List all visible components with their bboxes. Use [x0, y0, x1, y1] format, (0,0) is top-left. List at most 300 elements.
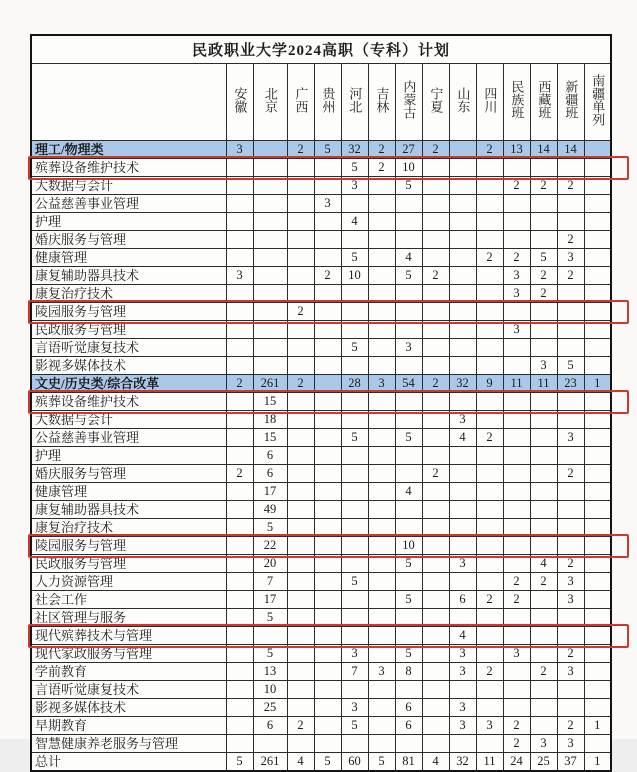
- cell: [226, 591, 253, 609]
- cell: [476, 177, 503, 195]
- cell: 5: [395, 267, 422, 285]
- cell: [368, 429, 395, 447]
- cell: [584, 555, 611, 573]
- cell: [226, 357, 253, 375]
- cell: [503, 537, 530, 555]
- cell: [368, 285, 395, 303]
- table-row: [31, 231, 611, 249]
- cell: [476, 501, 503, 519]
- cell: 6: [395, 717, 422, 735]
- cell: 5: [341, 249, 368, 267]
- cell: 8: [395, 663, 422, 681]
- col-header-5: [368, 64, 395, 141]
- cell: 18: [253, 411, 287, 429]
- cell: [287, 555, 314, 573]
- cell: [449, 357, 476, 375]
- cell: 2: [530, 573, 557, 591]
- table-row: [31, 213, 611, 231]
- cell: [449, 177, 476, 195]
- cell: [314, 357, 341, 375]
- cell: [395, 213, 422, 231]
- cell: [287, 411, 314, 429]
- cell: 4: [395, 249, 422, 267]
- cell: [530, 447, 557, 465]
- cell: 2: [557, 177, 584, 195]
- cell: 24: [503, 753, 530, 772]
- cell: [476, 699, 503, 717]
- col-header-2: [287, 64, 314, 141]
- cell: [395, 357, 422, 375]
- cell: [584, 411, 611, 429]
- cell: 3: [503, 285, 530, 303]
- table-row: [31, 267, 611, 285]
- cell: 22: [253, 537, 287, 555]
- cell: [341, 681, 368, 699]
- cell: [557, 411, 584, 429]
- row-label: 婚庆服务与管理: [31, 465, 226, 483]
- cell: [584, 735, 611, 753]
- cell: [287, 447, 314, 465]
- cell: [476, 393, 503, 411]
- cell: [226, 393, 253, 411]
- cell: [287, 645, 314, 663]
- cell: [226, 699, 253, 717]
- cell: 3: [449, 411, 476, 429]
- row-label: 智慧健康养老服务与管理: [31, 735, 226, 753]
- cell: 17: [253, 483, 287, 501]
- cell: 25: [253, 699, 287, 717]
- title-row: [31, 35, 611, 64]
- cell: 2: [557, 645, 584, 663]
- cell: [422, 429, 449, 447]
- cell: [287, 735, 314, 753]
- cell: [449, 141, 476, 159]
- cell: [530, 339, 557, 357]
- table-row: [31, 663, 611, 681]
- cell: 3: [557, 591, 584, 609]
- cell: [476, 213, 503, 231]
- column-header-row: [31, 64, 611, 141]
- cell: [226, 645, 253, 663]
- cell: [314, 627, 341, 645]
- cell: [476, 555, 503, 573]
- row-label: 护理: [31, 447, 226, 465]
- cell: [341, 483, 368, 501]
- cell: [253, 321, 287, 339]
- cell: [557, 393, 584, 411]
- cell: 5: [341, 717, 368, 735]
- cell: [314, 393, 341, 411]
- cell: [368, 465, 395, 483]
- cell: [422, 357, 449, 375]
- cell: 2: [530, 177, 557, 195]
- cell: [287, 159, 314, 177]
- cell: [422, 573, 449, 591]
- cell: [253, 195, 287, 213]
- cell: [226, 447, 253, 465]
- cell: [503, 663, 530, 681]
- cell: [557, 339, 584, 357]
- cell: [314, 303, 341, 321]
- cell: [226, 609, 253, 627]
- cell: [530, 465, 557, 483]
- table-row: [31, 303, 611, 321]
- cell: [476, 303, 503, 321]
- cell: [584, 627, 611, 645]
- cell: [503, 555, 530, 573]
- row-label: 社会工作: [31, 591, 226, 609]
- cell: [584, 285, 611, 303]
- col-header-1: [253, 64, 287, 141]
- col-header-label: 宁夏: [428, 86, 444, 113]
- cell: [253, 213, 287, 231]
- cell: [287, 501, 314, 519]
- cell: [476, 285, 503, 303]
- cell: [341, 231, 368, 249]
- cell: [341, 393, 368, 411]
- cell: 13: [503, 141, 530, 159]
- cell: [449, 339, 476, 357]
- cell: 23: [557, 375, 584, 393]
- cell: [584, 159, 611, 177]
- row-label: 健康管理: [31, 483, 226, 501]
- cell: [226, 213, 253, 231]
- row-label: 社区管理与服务: [31, 609, 226, 627]
- cell: 5: [395, 177, 422, 195]
- cell: 2: [557, 717, 584, 735]
- cell: [368, 339, 395, 357]
- col-header-label: 民族班: [509, 80, 525, 119]
- col-header-6: [395, 64, 422, 141]
- row-label: 学前教育: [31, 663, 226, 681]
- cell: [395, 231, 422, 249]
- cell: 2: [226, 465, 253, 483]
- cell: [530, 483, 557, 501]
- col-header-3: [314, 64, 341, 141]
- cell: [584, 609, 611, 627]
- row-label: 早期教育: [31, 717, 226, 735]
- cell: [368, 213, 395, 231]
- cell: [530, 213, 557, 231]
- cell: [530, 195, 557, 213]
- cell: [368, 519, 395, 537]
- cell: [253, 303, 287, 321]
- cell: [368, 609, 395, 627]
- row-label: 殡葬设备维护技术: [31, 159, 226, 177]
- cell: [422, 609, 449, 627]
- cell: 54: [395, 375, 422, 393]
- cell: [314, 285, 341, 303]
- table-row: [31, 609, 611, 627]
- cell: [253, 159, 287, 177]
- cell: [476, 627, 503, 645]
- cell: 32: [449, 753, 476, 772]
- col-header-label: 山东: [455, 86, 471, 113]
- cell: [584, 573, 611, 591]
- cell: [368, 681, 395, 699]
- cell: 3: [395, 339, 422, 357]
- cell: 4: [422, 753, 449, 772]
- row-label: 言语听觉康复技术: [31, 339, 226, 357]
- cell: [584, 393, 611, 411]
- cell: 3: [341, 699, 368, 717]
- cell: [530, 699, 557, 717]
- cell: [422, 231, 449, 249]
- cell: 261: [253, 375, 287, 393]
- cell: [557, 681, 584, 699]
- cell: 261: [253, 753, 287, 772]
- cell: [395, 393, 422, 411]
- cell: 3: [503, 645, 530, 663]
- cell: 2: [368, 159, 395, 177]
- cell: 3: [226, 267, 253, 285]
- cell: [476, 465, 503, 483]
- table-row: [31, 465, 611, 483]
- table-row: [31, 645, 611, 663]
- total-row: [31, 753, 611, 772]
- cell: [530, 393, 557, 411]
- table-row: [31, 429, 611, 447]
- cell: 25: [530, 753, 557, 772]
- cell: [530, 303, 557, 321]
- row-label: 总计: [31, 753, 226, 772]
- cell: 5: [395, 555, 422, 573]
- cell: [253, 357, 287, 375]
- row-label: 人力资源管理: [31, 573, 226, 591]
- cell: [449, 303, 476, 321]
- cell: [584, 267, 611, 285]
- cell: 3: [341, 177, 368, 195]
- cell: [449, 681, 476, 699]
- cell: [584, 519, 611, 537]
- row-label: 康复辅助器具技术: [31, 267, 226, 285]
- cell: [314, 591, 341, 609]
- row-label: 文史/历史类/综合改革: [31, 375, 226, 393]
- cell: [449, 267, 476, 285]
- cell: [476, 609, 503, 627]
- cell: [422, 663, 449, 681]
- cell: 2: [287, 141, 314, 159]
- cell: [557, 321, 584, 339]
- col-header-7: [422, 64, 449, 141]
- cell: [530, 681, 557, 699]
- cell: [368, 573, 395, 591]
- cell: 2: [314, 267, 341, 285]
- cell: 2: [287, 717, 314, 735]
- col-header-8: [449, 64, 476, 141]
- cell: [422, 213, 449, 231]
- cell: [557, 303, 584, 321]
- row-label: 护理: [31, 213, 226, 231]
- cell: [503, 501, 530, 519]
- cell: [584, 195, 611, 213]
- cell: [341, 591, 368, 609]
- cell: [503, 447, 530, 465]
- cell: [287, 519, 314, 537]
- col-header-10: [503, 64, 530, 141]
- cell: [584, 357, 611, 375]
- cell: 11: [503, 375, 530, 393]
- cell: [476, 645, 503, 663]
- cell: 3: [557, 249, 584, 267]
- cell: 2: [287, 375, 314, 393]
- cell: [253, 249, 287, 267]
- col-header-4: [341, 64, 368, 141]
- cell: [449, 285, 476, 303]
- table-row: [31, 717, 611, 735]
- table-row: [31, 699, 611, 717]
- cell: [287, 699, 314, 717]
- cell: 5: [314, 141, 341, 159]
- cell: [287, 339, 314, 357]
- cell: [422, 735, 449, 753]
- cell: 6: [253, 465, 287, 483]
- row-label: 陵园服务与管理: [31, 303, 226, 321]
- cell: [530, 501, 557, 519]
- cell: [341, 501, 368, 519]
- cell: [395, 681, 422, 699]
- cell: [395, 735, 422, 753]
- cell: [503, 699, 530, 717]
- cell: [584, 177, 611, 195]
- cell: [287, 249, 314, 267]
- cell: 32: [341, 141, 368, 159]
- section-row: [31, 141, 611, 159]
- cell: [368, 717, 395, 735]
- cell: [368, 411, 395, 429]
- cell: 2: [557, 231, 584, 249]
- cell: 2: [368, 141, 395, 159]
- cell: [226, 681, 253, 699]
- row-label: 康复辅助器具技术: [31, 501, 226, 519]
- cell: [422, 411, 449, 429]
- cell: [368, 321, 395, 339]
- cell: [422, 285, 449, 303]
- cell: 5: [530, 249, 557, 267]
- cell: [530, 609, 557, 627]
- cell: [557, 609, 584, 627]
- cell: [449, 393, 476, 411]
- table-row: [31, 627, 611, 645]
- cell: [422, 591, 449, 609]
- row-label: 理工/物理类: [31, 141, 226, 159]
- cell: [368, 555, 395, 573]
- row-label: 民政服务与管理: [31, 555, 226, 573]
- cell: [395, 465, 422, 483]
- cell: [314, 249, 341, 267]
- cell: [476, 519, 503, 537]
- cell: [395, 321, 422, 339]
- row-label: 民政服务与管理: [31, 321, 226, 339]
- cell: [503, 465, 530, 483]
- cell: [422, 699, 449, 717]
- cell: [584, 213, 611, 231]
- cell: [449, 447, 476, 465]
- cell: 10: [395, 537, 422, 555]
- cell: [503, 357, 530, 375]
- plan-table: [30, 34, 612, 772]
- cell: [503, 213, 530, 231]
- section-row: [31, 375, 611, 393]
- cell: 5: [253, 609, 287, 627]
- cell: [476, 159, 503, 177]
- cell: [557, 483, 584, 501]
- cell: 10: [341, 267, 368, 285]
- cell: 6: [253, 717, 287, 735]
- cell: [449, 159, 476, 177]
- cell: 5: [557, 357, 584, 375]
- cell: [287, 591, 314, 609]
- cell: [422, 519, 449, 537]
- cell: 14: [530, 141, 557, 159]
- cell: [368, 195, 395, 213]
- row-label: 殡葬设备维护技术: [31, 393, 226, 411]
- cell: [395, 303, 422, 321]
- cell: [368, 303, 395, 321]
- cell: [253, 177, 287, 195]
- table-row: [31, 573, 611, 591]
- cell: [287, 177, 314, 195]
- cell: [584, 429, 611, 447]
- cell: [226, 717, 253, 735]
- table-row: [31, 177, 611, 195]
- cell: 5: [341, 573, 368, 591]
- cell: 5: [253, 519, 287, 537]
- cell: [226, 519, 253, 537]
- cell: 3: [503, 267, 530, 285]
- cell: [557, 213, 584, 231]
- cell: [449, 465, 476, 483]
- cell: [341, 321, 368, 339]
- table-row: [31, 195, 611, 213]
- cell: 4: [395, 483, 422, 501]
- cell: [449, 501, 476, 519]
- cell: [476, 573, 503, 591]
- cell: [422, 501, 449, 519]
- cell: [287, 663, 314, 681]
- cell: 7: [253, 573, 287, 591]
- cell: [287, 609, 314, 627]
- cell: [341, 609, 368, 627]
- cell: [422, 339, 449, 357]
- cell: [341, 519, 368, 537]
- cell: 2: [557, 555, 584, 573]
- cell: [584, 141, 611, 159]
- cell: [341, 465, 368, 483]
- cell: 5: [341, 159, 368, 177]
- row-label: 健康管理: [31, 249, 226, 267]
- cell: [341, 735, 368, 753]
- col-header-label: 四川: [482, 86, 498, 113]
- cell: 10: [253, 681, 287, 699]
- cell: [341, 357, 368, 375]
- cell: 11: [530, 375, 557, 393]
- cell: [253, 339, 287, 357]
- cell: [584, 645, 611, 663]
- cell: [314, 681, 341, 699]
- cell: [368, 537, 395, 555]
- row-label: 影视多媒体技术: [31, 357, 226, 375]
- cell: 4: [287, 753, 314, 772]
- cell: 3: [557, 735, 584, 753]
- table-row: [31, 357, 611, 375]
- cell: 13: [253, 663, 287, 681]
- col-header-12: [557, 64, 584, 141]
- cell: [287, 681, 314, 699]
- cell: 6: [395, 699, 422, 717]
- cell: [530, 231, 557, 249]
- cell: 2: [476, 663, 503, 681]
